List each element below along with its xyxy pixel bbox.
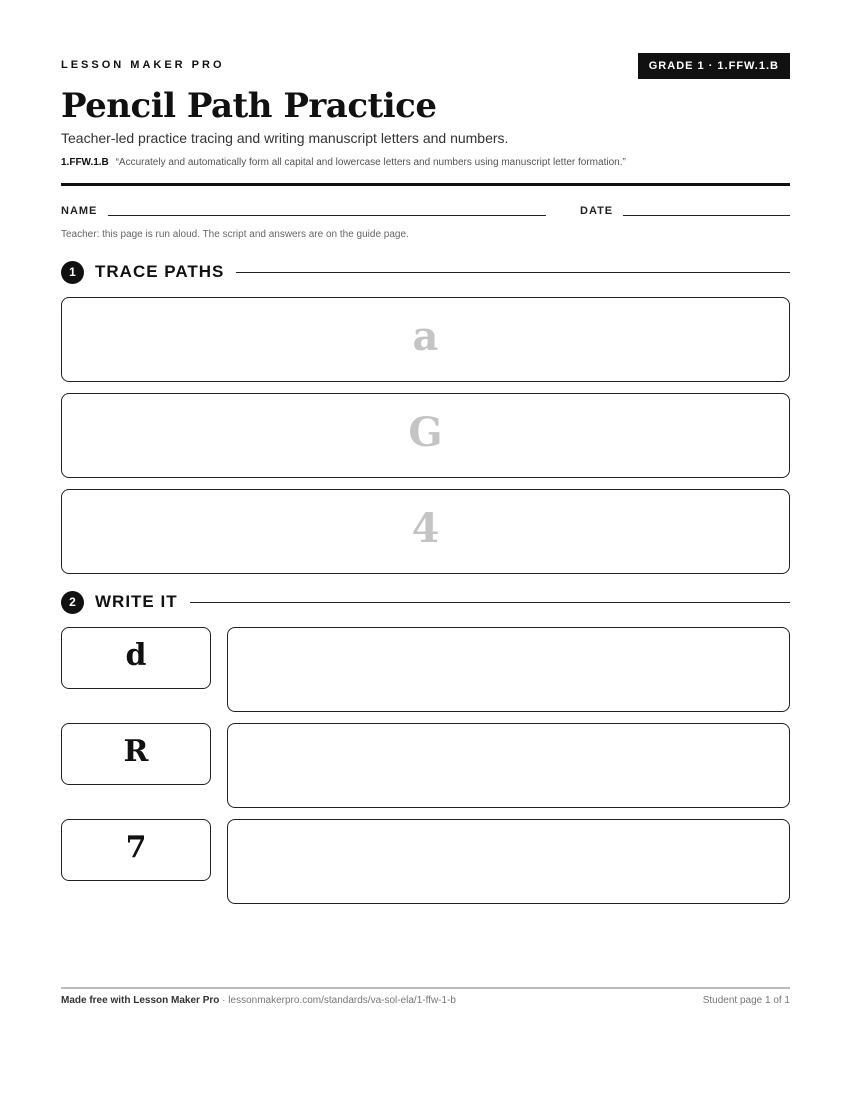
trace-number: 4 [411, 505, 440, 552]
model-letter-box [61, 723, 211, 785]
writing-box[interactable] [227, 627, 790, 712]
standard-text: “Accurately and automatically form all capital and lowercase letters and numbers using manuscript letter formation.” [115, 157, 626, 168]
section-title: TRACE PATHS [95, 262, 225, 281]
page-indicator: Student page 1 of 1 [702, 995, 790, 1006]
section-trace-paths-header [61, 260, 790, 284]
trace-letter: G [408, 409, 443, 456]
footer-credit [61, 995, 456, 1006]
model-number: 7 [125, 830, 147, 865]
trace-box[interactable] [61, 297, 790, 382]
teacher-note: Teacher: this page is run aloud. The script and answers are on the guide page. [61, 229, 409, 240]
date-field-line[interactable] [623, 215, 790, 216]
trace-box[interactable] [61, 489, 790, 574]
writing-box[interactable] [227, 723, 790, 808]
model-letter-box [61, 627, 211, 689]
standard-statement [61, 157, 626, 168]
trace-letter: a [412, 313, 439, 360]
standard-code: 1.FFW.1.B [61, 157, 109, 168]
footer-divider [61, 987, 790, 989]
worksheet-page [61, 0, 790, 1100]
name-label: NAME [61, 205, 98, 217]
section-write-it-header [61, 590, 790, 614]
page-subtitle: Teacher-led practice tracing and writing manuscript letters and numbers. [61, 130, 509, 146]
section-rule [236, 272, 790, 273]
model-letter-box [61, 819, 211, 881]
footer-separator: · [219, 995, 229, 1006]
section-number-badge: 2 [61, 591, 84, 614]
model-letter: d [125, 638, 147, 673]
trace-box[interactable] [61, 393, 790, 478]
brand-name: LESSON MAKER PRO [61, 59, 225, 71]
section-number-badge: 1 [61, 261, 84, 284]
date-label: DATE [580, 205, 614, 217]
section-rule [190, 602, 790, 603]
name-field-line[interactable] [108, 215, 546, 216]
footer-url[interactable]: lessonmakerpro.com/standards/va-sol-ela/1-ffw-1-b [228, 995, 456, 1006]
writing-box[interactable] [227, 819, 790, 904]
footer-brand: Made free with Lesson Maker Pro [61, 995, 220, 1006]
page-title: Pencil Path Practice [61, 86, 437, 126]
header-divider [61, 183, 790, 186]
section-title: WRITE IT [95, 592, 178, 611]
model-letter: R [123, 734, 149, 769]
grade-badge: GRADE 1 · 1.FFW.1.B [638, 53, 790, 79]
